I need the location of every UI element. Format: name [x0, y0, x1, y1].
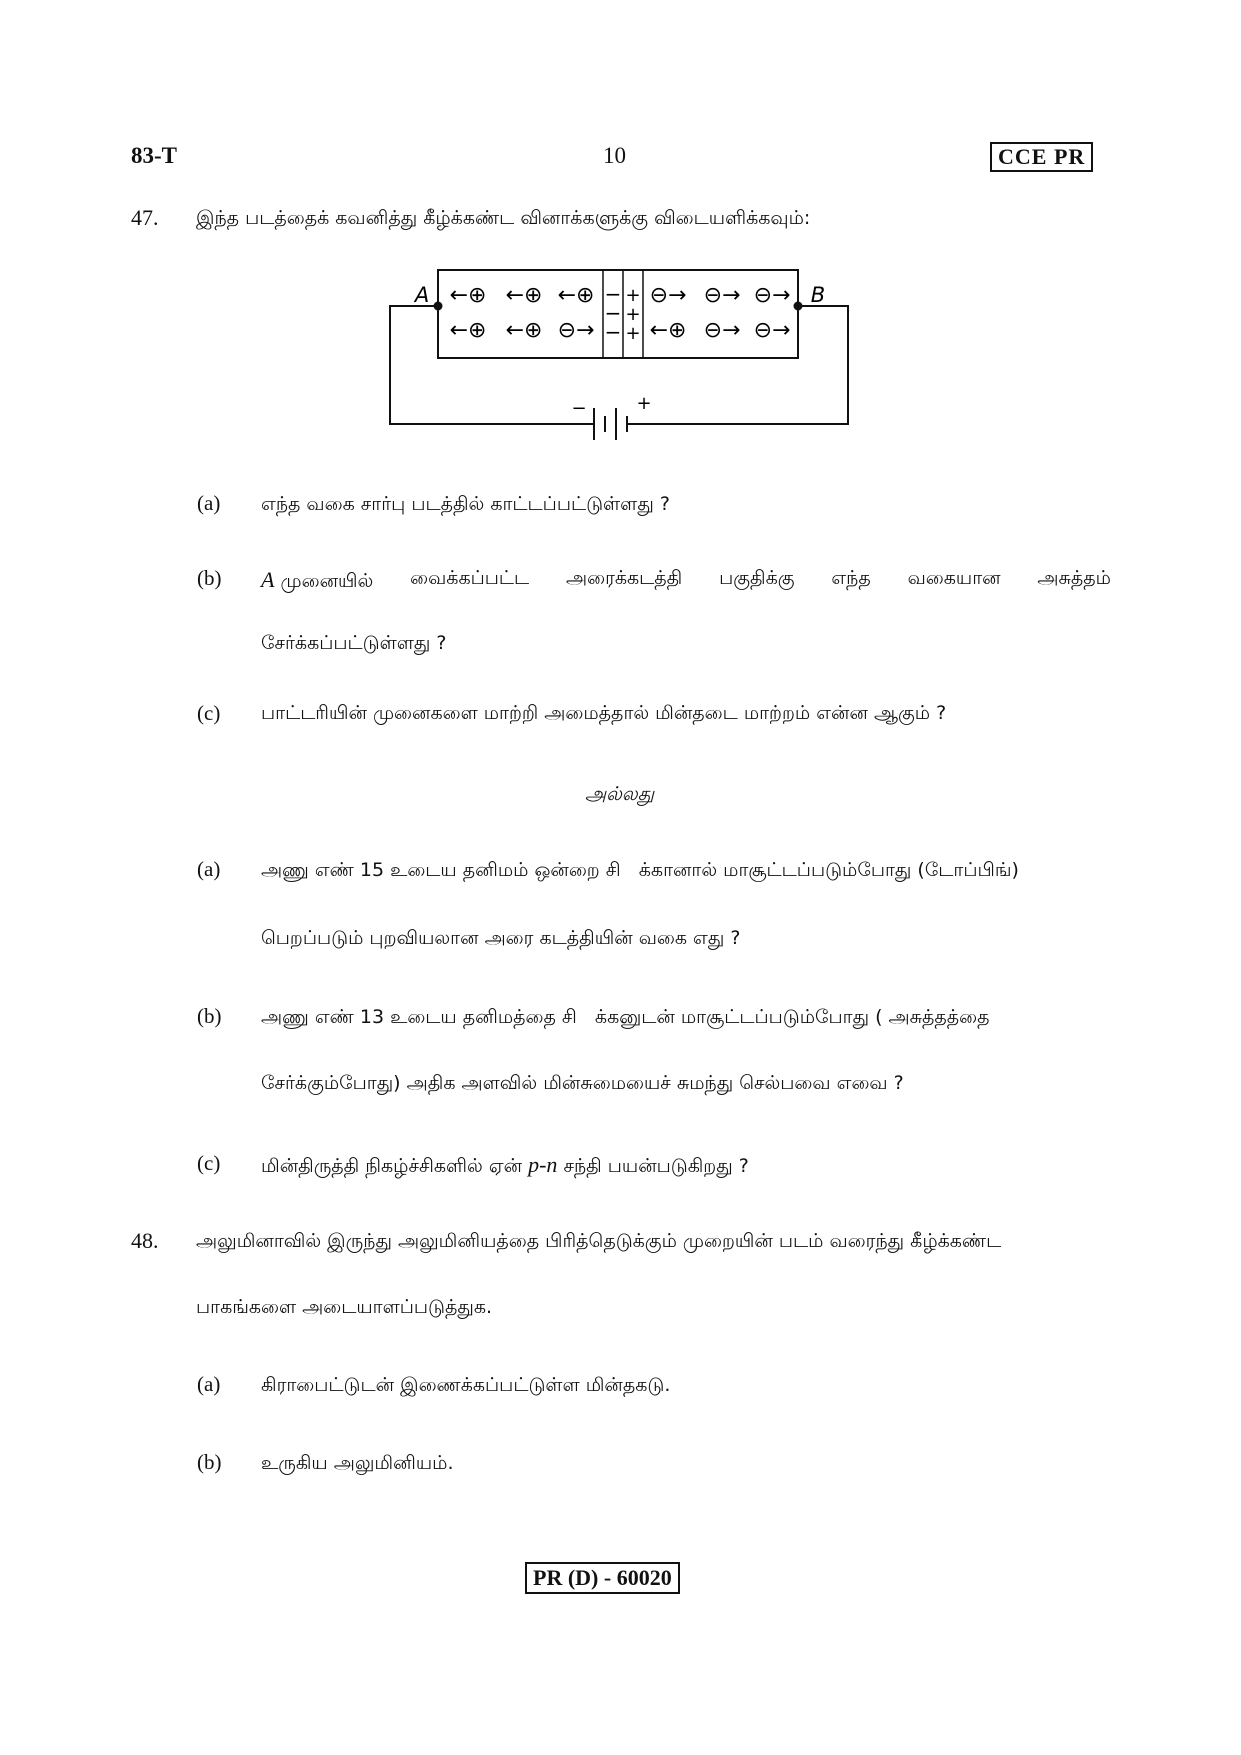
q47-b-label: (b)	[197, 566, 222, 590]
depletion-neg-1: −	[604, 282, 622, 306]
q47-b-word-5: எந்த	[831, 567, 871, 589]
q47-a-label: (a)	[197, 491, 221, 515]
q47-b-word-3: அரைக்கடத்தி	[565, 567, 683, 589]
q47-b-word-1: முனையில்	[280, 570, 374, 592]
q47-c-label: (c)	[197, 701, 221, 725]
q48-a-label: (a)	[197, 1372, 221, 1396]
q47-alt-c-variable: p-n	[528, 1152, 558, 1177]
carrier-n-1-3: ⊖→	[753, 283, 791, 308]
depletion-pos-3: +	[625, 323, 641, 344]
q47-alt-c-post: சந்தி பயன்படுகிறது ?	[563, 1155, 749, 1177]
q47-b-line1	[261, 567, 1111, 595]
question-48-line1: அலுமினாவில் இருந்து அலுமினியத்தை பிரித்தெடுக்கும் முறையின் படம் வரைந்து கீழ்க்கண்ட	[196, 1230, 1002, 1252]
carrier-n-1-1: ⊖→	[649, 283, 687, 308]
depletion-pos-2: +	[625, 304, 641, 325]
carrier-n-1-2: ⊖→	[703, 283, 741, 308]
battery-positive-sign: +	[636, 393, 652, 414]
question-48-number: 48.	[131, 1228, 159, 1253]
depletion-pos-1: +	[625, 285, 641, 306]
depletion-neg-3: −	[604, 320, 622, 344]
q47-alt-b-line1: அணு எண் 13 உடைய தனிமத்தை சி க்கனுடன் மாசூட்டப்படும்போது ( அசுத்தத்தை	[261, 1006, 990, 1028]
question-47-number: 47.	[131, 205, 159, 230]
q47-b-word-2: வைக்கப்பட்ட	[410, 567, 530, 589]
q47-alt-a-label: (a)	[197, 857, 221, 881]
carrier-n-2-2: ⊖→	[703, 318, 741, 343]
question-48-line2: பாகங்களை அடையாளப்படுத்துக.	[196, 1296, 493, 1318]
q47-a-text: எந்த வகை சார்பு படத்தில் காட்டப்பட்டுள்ளது ?	[261, 493, 670, 515]
q47-b-word-6: வகையான	[907, 567, 1001, 589]
carrier-p-1-1: ←⊕	[449, 283, 487, 308]
q48-b-label: (b)	[197, 1450, 222, 1474]
battery-symbol	[588, 408, 638, 440]
carrier-p-2-1: ←⊕	[449, 318, 487, 343]
carrier-p-1-3: ←⊕	[557, 283, 595, 308]
terminal-a-label: A	[414, 283, 430, 307]
q47-b-word-7: அசுத்தம்	[1037, 567, 1111, 589]
q47-alt-a-line2: பெறப்படும் புறவியலான அரை கடத்தியின் வகை எது ?	[261, 927, 741, 949]
q47-b-line2: சேர்க்கப்பட்டுள்ளது ?	[261, 632, 447, 654]
q47-alt-b-label: (b)	[197, 1004, 222, 1028]
q47-alt-a-line1: அணு எண் 15 உடைய தனிமம் ஒன்றை சி க்கானால் மாசூட்டப்படும்போது (டோப்பிங்)	[261, 859, 1019, 881]
carrier-p-1-2: ←⊕	[505, 283, 543, 308]
page-number: 10	[603, 143, 626, 168]
carrier-p-2-3: ⊖→	[557, 318, 595, 343]
battery-negative-sign: −	[571, 398, 587, 419]
terminal-b-label: B	[810, 283, 826, 307]
carrier-n-2-3: ⊖→	[753, 318, 791, 343]
q48-a-text: கிராபைட்டுடன் இணைக்கப்பட்டுள்ள மின்தகடு.	[261, 1374, 671, 1396]
q47-alt-c-pre: மின்திருத்தி நிகழ்ச்சிகளில் ஏன்	[261, 1155, 523, 1177]
carrier-n-2-1: ←⊕	[649, 318, 687, 343]
q47-b-word-4: பகுதிக்கு	[719, 567, 795, 589]
paper-code: 83-T	[131, 143, 177, 168]
q47-b-variable: A	[261, 567, 275, 592]
carrier-p-2-2: ←⊕	[505, 318, 543, 343]
question-47-prompt: இந்த படத்தைக் கவனித்து கீழ்க்கண்ட வினாக்களுக்கு விடையளிக்கவும்:	[196, 207, 811, 229]
exam-label-box: CCE PR	[990, 142, 1093, 172]
q47-c-text: பாட்டரியின் முனைகளை மாற்றி அமைத்தால் மின்தடை மாற்றம் என்ன ஆகும் ?	[261, 702, 947, 724]
q47-alt-c-text	[261, 1152, 749, 1180]
footer-code-box: PR (D) - 60020	[525, 1562, 680, 1594]
depletion-neg-2: −	[604, 301, 622, 325]
q48-b-text: உருகிய அலுமினியம்.	[261, 1452, 454, 1474]
q47-alt-b-line2: சேர்க்கும்போது) அதிக அளவில் மின்சுமையைச் சுமந்து செல்பவை எவை ?	[261, 1072, 904, 1094]
q47-b-first	[261, 567, 373, 595]
or-separator: அல்லது	[585, 783, 655, 805]
q47-alt-c-label: (c)	[197, 1151, 221, 1175]
pn-junction-diagram	[380, 262, 870, 452]
